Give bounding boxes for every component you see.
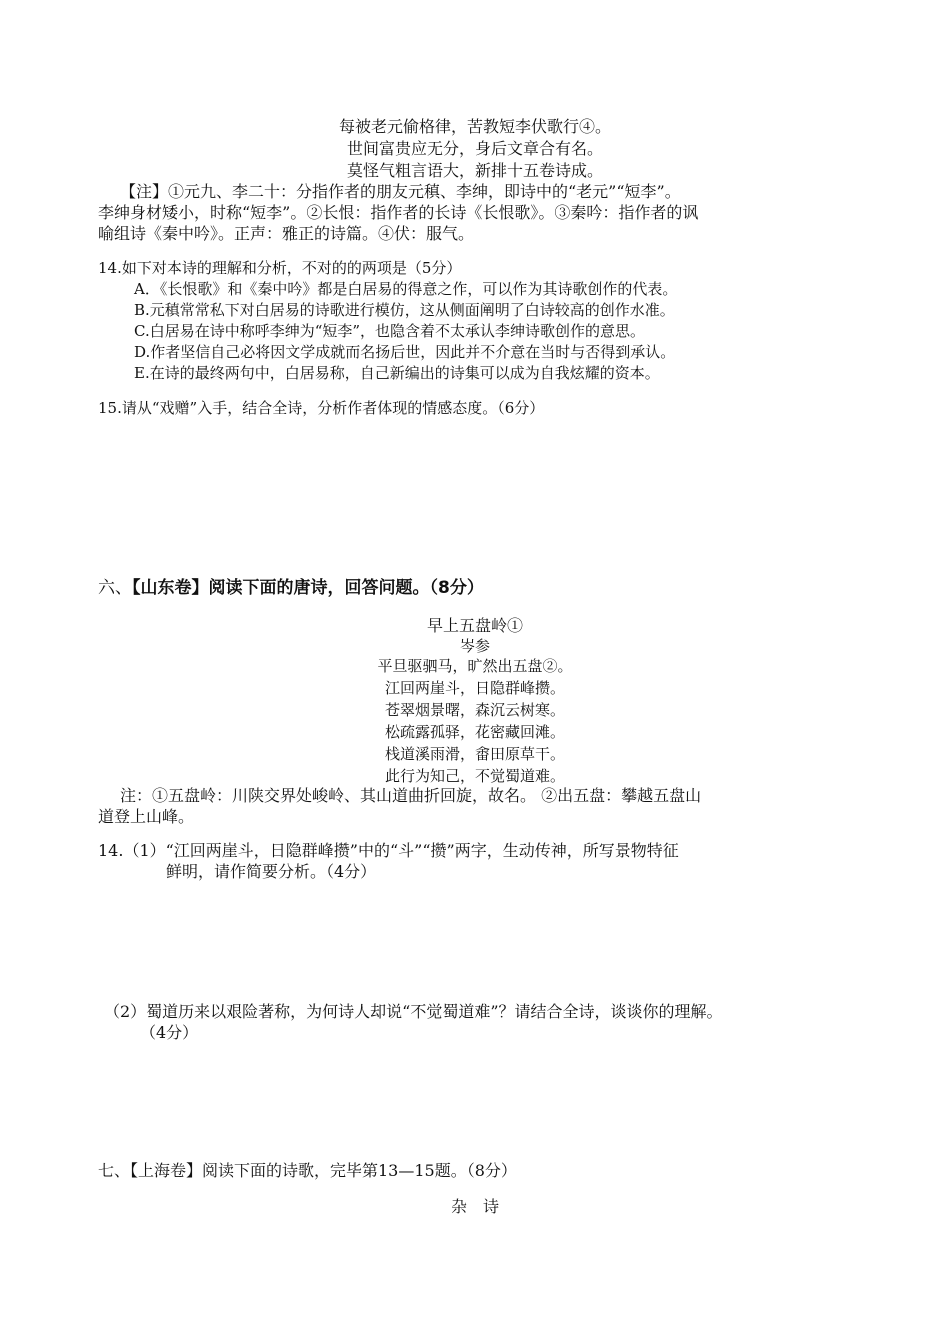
poem-line-3: 莫怪气粗言语大，新排十五卷诗成。 [346,161,603,180]
poem-line-2: 江回两崖斗，日隐群峰攒。 [384,679,565,697]
poem-line-4: 松疏露孤驿，花密藏回滩。 [384,723,565,741]
section-6-number: 六、 [98,578,132,598]
section-7-heading: 七、【上海卷】阅读下面的诗歌，完毕第13—15题。（8分） [98,1161,517,1180]
question-14-2-line-2: （4分） [140,1023,199,1042]
section-6-title: 【山东卷】阅读下面的唐诗，回答问题。（8分） [132,578,484,598]
section-7-poem-title: 杂 诗 [450,1197,499,1216]
question-14-stem: 14.如下对本诗的理解和分析，不对的的两项是（5分） [98,259,462,277]
option-c: C.白居易在诗中称呼李绅为“短李”，也隐含着不太承认李绅诗歌创作的意思。 [134,322,646,340]
poem-line-1: 每被老元偷格律，苦教短李伏歌行④。 [338,117,611,136]
question-14-1-line-1: 14.（1）“江回两崖斗，日隐群峰攒”中的“斗”“攒”两字，生动传神，所写景物特征 [98,841,679,860]
note-line-2: 李绅身材矮小，时称“短李”。②长恨：指作者的长诗《长恨歌》。③秦吟：指作者的讽 [98,203,699,222]
note-line-3: 喻组诗《秦中吟》。正声：雅正的诗篇。④伏：服气。 [98,224,475,243]
section-6-note-line-2: 道登上山峰。 [98,807,195,826]
question-14-1-line-2: 鲜明，请作简要分析。（4分） [166,862,377,881]
note-line-1: 【注】①元九、李二十：分指作者的朋友元稹、李绅，即诗中的“老元”“短李”。 [120,182,681,201]
poem-title: 早上五盘岭① [426,616,523,635]
poem-line-5: 栈道溪雨滑，畬田原草干。 [384,745,565,763]
option-e: E.在诗的最终两句中，白居易称，自己新编出的诗集可以成为自我炫耀的资本。 [134,364,660,382]
option-a: A．《长恨歌》和《秦中吟》都是白居易的得意之作，可以作为其诗歌创作的代表。 [134,280,678,298]
option-d: D.作者坚信自己必将因文学成就而名扬后世，因此并不介意在当时与否得到承认。 [134,343,676,361]
option-b: B.元稹常常私下对白居易的诗歌进行模仿，这从侧面阐明了白诗较高的创作水准。 [134,301,675,319]
section-6-heading [98,577,484,599]
section-6-note-line-1: 注：①五盘岭：川陕交界处峻岭、其山道曲折回旋，故名。 ②出五盘：攀越五盘山 [120,786,702,805]
poem-line-6: 此行为知己，不觉蜀道难。 [384,767,565,785]
poem-line-2: 世间富贵应无分，身后文章合有名。 [346,139,603,158]
question-14-2-line-1: （2）蜀道历来以艰险著称，为何诗人却说“不觉蜀道难”？请结合全诗，谈谈你的理解。 [104,1002,723,1021]
question-15-stem: 15.请从“戏赠”入手，结合全诗，分析作者体现的情感态度。（6分） [98,399,545,417]
poem-line-3: 苍翠烟景曙，森沉云树寒。 [384,701,565,719]
poem-line-1: 平旦驱驷马，旷然出五盘②。 [377,657,573,675]
poem-author: 岑参 [459,637,490,655]
